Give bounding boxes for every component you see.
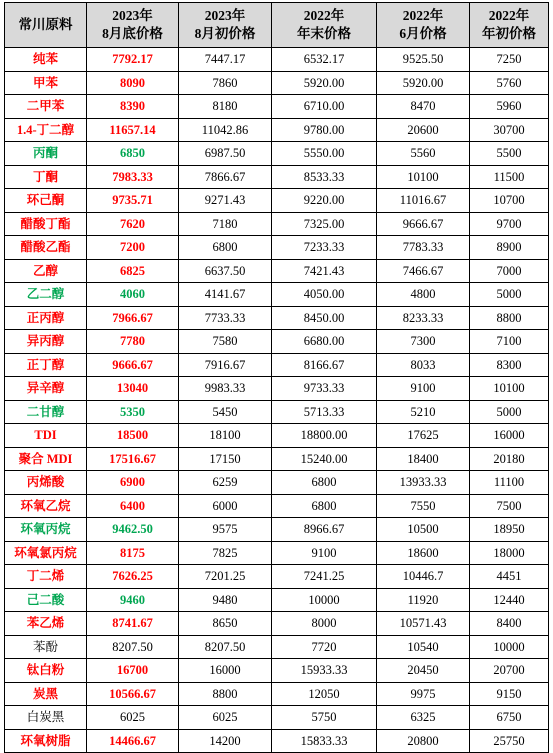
aug-end-price-cell: 10566.67	[87, 682, 179, 706]
year-start-2022-price-cell: 8900	[470, 236, 549, 260]
aug-end-price-cell: 18500	[87, 424, 179, 448]
material-name-cell: 二甘醇	[5, 400, 87, 424]
material-name-cell: 正丙醇	[5, 306, 87, 330]
aug-start-price-cell: 7916.67	[179, 353, 272, 377]
year-end-2022-price-cell: 5713.33	[272, 400, 377, 424]
aug-start-price-cell: 6259	[179, 471, 272, 495]
jun-2022-price-cell: 8233.33	[377, 306, 470, 330]
aug-end-price-cell: 7200	[87, 236, 179, 260]
table-body	[5, 48, 549, 753]
raw-material-price-table	[4, 2, 549, 753]
jun-2022-price-cell: 6325	[377, 706, 470, 730]
year-start-2022-price-cell: 7250	[470, 48, 549, 72]
aug-end-price-cell: 6400	[87, 494, 179, 518]
material-name-cell: 乙醇	[5, 259, 87, 283]
aug-end-price-cell: 4060	[87, 283, 179, 307]
jun-2022-price-cell: 7466.67	[377, 259, 470, 283]
aug-start-price-cell: 6000	[179, 494, 272, 518]
year-end-2022-price-cell: 5550.00	[272, 142, 377, 166]
header-jun-2022	[377, 3, 470, 48]
header-2022-start-year: 2022年	[488, 8, 530, 23]
header-jun-2022-year: 2022年	[402, 8, 444, 23]
year-end-2022-price-cell: 9220.00	[272, 189, 377, 213]
aug-start-price-cell: 9480	[179, 588, 272, 612]
material-name-cell: 纯苯	[5, 48, 87, 72]
year-end-2022-price-cell: 4050.00	[272, 283, 377, 307]
header-aug-end	[87, 3, 179, 48]
aug-end-price-cell: 17516.67	[87, 447, 179, 471]
jun-2022-price-cell: 20600	[377, 118, 470, 142]
header-2022-start	[470, 3, 549, 48]
header-aug-end-label: 8月底价格	[102, 26, 163, 41]
year-start-2022-price-cell: 5960	[470, 95, 549, 119]
header-material-label: 常川原料	[18, 17, 73, 32]
material-name-cell: 异丙醇	[5, 330, 87, 354]
material-name-cell: 乙二醇	[5, 283, 87, 307]
table-row	[5, 236, 549, 260]
year-start-2022-price-cell: 20180	[470, 447, 549, 471]
table-row	[5, 706, 549, 730]
aug-end-price-cell: 14466.67	[87, 729, 179, 753]
year-start-2022-price-cell: 11100	[470, 471, 549, 495]
aug-end-price-cell: 11657.14	[87, 118, 179, 142]
aug-end-price-cell: 7780	[87, 330, 179, 354]
aug-start-price-cell: 8650	[179, 612, 272, 636]
table-row	[5, 118, 549, 142]
aug-end-price-cell: 8390	[87, 95, 179, 119]
table-row	[5, 212, 549, 236]
table-row	[5, 283, 549, 307]
jun-2022-price-cell: 20800	[377, 729, 470, 753]
jun-2022-price-cell: 10540	[377, 635, 470, 659]
year-start-2022-price-cell: 7100	[470, 330, 549, 354]
aug-start-price-cell: 14200	[179, 729, 272, 753]
table-row	[5, 494, 549, 518]
aug-start-price-cell: 7180	[179, 212, 272, 236]
year-end-2022-price-cell: 8000	[272, 612, 377, 636]
header-2022-end-label: 年末价格	[297, 26, 351, 41]
table-row	[5, 165, 549, 189]
jun-2022-price-cell: 5560	[377, 142, 470, 166]
year-end-2022-price-cell: 8966.67	[272, 518, 377, 542]
material-name-cell: 聚合 MDI	[5, 447, 87, 471]
year-start-2022-price-cell: 8400	[470, 612, 549, 636]
header-aug-start-label: 8月初价格	[194, 26, 256, 41]
header-2022-start-label: 年初价格	[482, 26, 536, 41]
jun-2022-price-cell: 9975	[377, 682, 470, 706]
year-start-2022-price-cell: 5000	[470, 283, 549, 307]
material-name-cell: 炭黑	[5, 682, 87, 706]
year-end-2022-price-cell: 9733.33	[272, 377, 377, 401]
year-end-2022-price-cell: 6800	[272, 471, 377, 495]
table-header-row	[5, 3, 549, 48]
aug-start-price-cell: 8800	[179, 682, 272, 706]
year-end-2022-price-cell: 15833.33	[272, 729, 377, 753]
table-row	[5, 447, 549, 471]
table-row	[5, 518, 549, 542]
aug-end-price-cell: 6850	[87, 142, 179, 166]
aug-start-price-cell: 4141.67	[179, 283, 272, 307]
material-name-cell: 丁酮	[5, 165, 87, 189]
table-row	[5, 471, 549, 495]
table-row	[5, 259, 549, 283]
aug-end-price-cell: 5350	[87, 400, 179, 424]
table-row	[5, 306, 549, 330]
year-start-2022-price-cell: 18000	[470, 541, 549, 565]
aug-end-price-cell: 16700	[87, 659, 179, 683]
aug-start-price-cell: 8207.50	[179, 635, 272, 659]
jun-2022-price-cell: 5210	[377, 400, 470, 424]
table-row	[5, 353, 549, 377]
jun-2022-price-cell: 11920	[377, 588, 470, 612]
jun-2022-price-cell: 10571.43	[377, 612, 470, 636]
aug-start-price-cell: 9271.43	[179, 189, 272, 213]
material-name-cell: 丙烯酸	[5, 471, 87, 495]
aug-start-price-cell: 7866.67	[179, 165, 272, 189]
year-start-2022-price-cell: 20700	[470, 659, 549, 683]
jun-2022-price-cell: 7550	[377, 494, 470, 518]
aug-start-price-cell: 8180	[179, 95, 272, 119]
jun-2022-price-cell: 18600	[377, 541, 470, 565]
aug-end-price-cell: 13040	[87, 377, 179, 401]
year-end-2022-price-cell: 6680.00	[272, 330, 377, 354]
aug-start-price-cell: 7825	[179, 541, 272, 565]
aug-end-price-cell: 7620	[87, 212, 179, 236]
year-start-2022-price-cell: 7500	[470, 494, 549, 518]
aug-start-price-cell: 5450	[179, 400, 272, 424]
year-start-2022-price-cell: 10000	[470, 635, 549, 659]
year-end-2022-price-cell: 8166.67	[272, 353, 377, 377]
aug-end-price-cell: 9735.71	[87, 189, 179, 213]
material-name-cell: 甲苯	[5, 71, 87, 95]
year-end-2022-price-cell: 8533.33	[272, 165, 377, 189]
jun-2022-price-cell: 5920.00	[377, 71, 470, 95]
year-start-2022-price-cell: 10100	[470, 377, 549, 401]
jun-2022-price-cell: 4800	[377, 283, 470, 307]
material-name-cell: 钛白粉	[5, 659, 87, 683]
aug-start-price-cell: 6025	[179, 706, 272, 730]
year-start-2022-price-cell: 9150	[470, 682, 549, 706]
year-start-2022-price-cell: 5500	[470, 142, 549, 166]
year-start-2022-price-cell: 16000	[470, 424, 549, 448]
jun-2022-price-cell: 20450	[377, 659, 470, 683]
year-start-2022-price-cell: 5760	[470, 71, 549, 95]
year-start-2022-price-cell: 5000	[470, 400, 549, 424]
aug-start-price-cell: 6987.50	[179, 142, 272, 166]
aug-end-price-cell: 8741.67	[87, 612, 179, 636]
material-name-cell: 苯乙烯	[5, 612, 87, 636]
jun-2022-price-cell: 18400	[377, 447, 470, 471]
aug-start-price-cell: 18100	[179, 424, 272, 448]
year-end-2022-price-cell: 9100	[272, 541, 377, 565]
aug-end-price-cell: 9666.67	[87, 353, 179, 377]
aug-end-price-cell: 6900	[87, 471, 179, 495]
jun-2022-price-cell: 13933.33	[377, 471, 470, 495]
aug-end-price-cell: 7626.25	[87, 565, 179, 589]
header-jun-2022-label: 6月价格	[399, 26, 447, 41]
year-end-2022-price-cell: 18800.00	[272, 424, 377, 448]
year-end-2022-price-cell: 7233.33	[272, 236, 377, 260]
aug-start-price-cell: 11042.86	[179, 118, 272, 142]
table-row	[5, 541, 549, 565]
table-row	[5, 48, 549, 72]
aug-end-price-cell: 7983.33	[87, 165, 179, 189]
material-name-cell: 丙酮	[5, 142, 87, 166]
header-aug-end-year: 2023年	[112, 8, 153, 23]
material-name-cell: 白炭黑	[5, 706, 87, 730]
table-row	[5, 588, 549, 612]
material-name-cell: 异辛醇	[5, 377, 87, 401]
material-name-cell: 苯酚	[5, 635, 87, 659]
table-row	[5, 635, 549, 659]
material-name-cell: 环氧氯丙烷	[5, 541, 87, 565]
table-row	[5, 659, 549, 683]
material-name-cell: TDI	[5, 424, 87, 448]
year-start-2022-price-cell: 10700	[470, 189, 549, 213]
material-name-cell: 丁二烯	[5, 565, 87, 589]
aug-start-price-cell: 7733.33	[179, 306, 272, 330]
year-end-2022-price-cell: 9780.00	[272, 118, 377, 142]
table-row	[5, 95, 549, 119]
table-row	[5, 729, 549, 753]
aug-start-price-cell: 9983.33	[179, 377, 272, 401]
year-end-2022-price-cell: 10000	[272, 588, 377, 612]
table-row	[5, 612, 549, 636]
jun-2022-price-cell: 10500	[377, 518, 470, 542]
year-end-2022-price-cell: 15240.00	[272, 447, 377, 471]
year-start-2022-price-cell: 11500	[470, 165, 549, 189]
material-name-cell: 己二酸	[5, 588, 87, 612]
aug-start-price-cell: 9575	[179, 518, 272, 542]
table-row	[5, 189, 549, 213]
year-end-2022-price-cell: 7720	[272, 635, 377, 659]
jun-2022-price-cell: 9525.50	[377, 48, 470, 72]
table-row	[5, 565, 549, 589]
table-row	[5, 424, 549, 448]
aug-end-price-cell: 6825	[87, 259, 179, 283]
year-end-2022-price-cell: 12050	[272, 682, 377, 706]
year-start-2022-price-cell: 12440	[470, 588, 549, 612]
jun-2022-price-cell: 8470	[377, 95, 470, 119]
jun-2022-price-cell: 11016.67	[377, 189, 470, 213]
header-2022-end-year: 2022年	[303, 8, 345, 23]
aug-end-price-cell: 8175	[87, 541, 179, 565]
aug-end-price-cell: 7792.17	[87, 48, 179, 72]
aug-end-price-cell: 8207.50	[87, 635, 179, 659]
aug-end-price-cell: 8090	[87, 71, 179, 95]
jun-2022-price-cell: 17625	[377, 424, 470, 448]
aug-start-price-cell: 7447.17	[179, 48, 272, 72]
material-name-cell: 醋酸丁酯	[5, 212, 87, 236]
year-end-2022-price-cell: 6710.00	[272, 95, 377, 119]
year-end-2022-price-cell: 5920.00	[272, 71, 377, 95]
material-name-cell: 1.4-丁二醇	[5, 118, 87, 142]
year-start-2022-price-cell: 6750	[470, 706, 549, 730]
year-end-2022-price-cell: 5750	[272, 706, 377, 730]
year-end-2022-price-cell: 7241.25	[272, 565, 377, 589]
table-row	[5, 71, 549, 95]
year-end-2022-price-cell: 15933.33	[272, 659, 377, 683]
jun-2022-price-cell: 7300	[377, 330, 470, 354]
material-name-cell: 环己酮	[5, 189, 87, 213]
aug-start-price-cell: 6800	[179, 236, 272, 260]
aug-end-price-cell: 9462.50	[87, 518, 179, 542]
year-end-2022-price-cell: 7421.43	[272, 259, 377, 283]
aug-start-price-cell: 17150	[179, 447, 272, 471]
header-2022-end	[272, 3, 377, 48]
material-name-cell: 环氧树脂	[5, 729, 87, 753]
aug-start-price-cell: 7580	[179, 330, 272, 354]
material-name-cell: 二甲苯	[5, 95, 87, 119]
header-material	[5, 3, 87, 48]
aug-start-price-cell: 16000	[179, 659, 272, 683]
aug-end-price-cell: 7966.67	[87, 306, 179, 330]
jun-2022-price-cell: 8033	[377, 353, 470, 377]
jun-2022-price-cell: 9666.67	[377, 212, 470, 236]
year-start-2022-price-cell: 8800	[470, 306, 549, 330]
year-start-2022-price-cell: 8300	[470, 353, 549, 377]
jun-2022-price-cell: 7783.33	[377, 236, 470, 260]
table-row	[5, 400, 549, 424]
aug-start-price-cell: 6637.50	[179, 259, 272, 283]
year-start-2022-price-cell: 25750	[470, 729, 549, 753]
year-end-2022-price-cell: 6800	[272, 494, 377, 518]
header-aug-start	[179, 3, 272, 48]
material-name-cell: 醋酸乙酯	[5, 236, 87, 260]
table-row	[5, 142, 549, 166]
aug-end-price-cell: 9460	[87, 588, 179, 612]
year-start-2022-price-cell: 4451	[470, 565, 549, 589]
aug-end-price-cell: 6025	[87, 706, 179, 730]
year-start-2022-price-cell: 18950	[470, 518, 549, 542]
aug-start-price-cell: 7860	[179, 71, 272, 95]
jun-2022-price-cell: 10446.7	[377, 565, 470, 589]
year-start-2022-price-cell: 30700	[470, 118, 549, 142]
table-row	[5, 377, 549, 401]
jun-2022-price-cell: 9100	[377, 377, 470, 401]
year-start-2022-price-cell: 7000	[470, 259, 549, 283]
material-name-cell: 环氧丙烷	[5, 518, 87, 542]
price-table-container	[4, 2, 548, 753]
header-aug-start-year: 2023年	[204, 8, 246, 23]
material-name-cell: 环氧乙烷	[5, 494, 87, 518]
aug-start-price-cell: 7201.25	[179, 565, 272, 589]
year-end-2022-price-cell: 8450.00	[272, 306, 377, 330]
year-end-2022-price-cell: 7325.00	[272, 212, 377, 236]
material-name-cell: 正丁醇	[5, 353, 87, 377]
year-start-2022-price-cell: 9700	[470, 212, 549, 236]
year-end-2022-price-cell: 6532.17	[272, 48, 377, 72]
jun-2022-price-cell: 10100	[377, 165, 470, 189]
table-row	[5, 330, 549, 354]
